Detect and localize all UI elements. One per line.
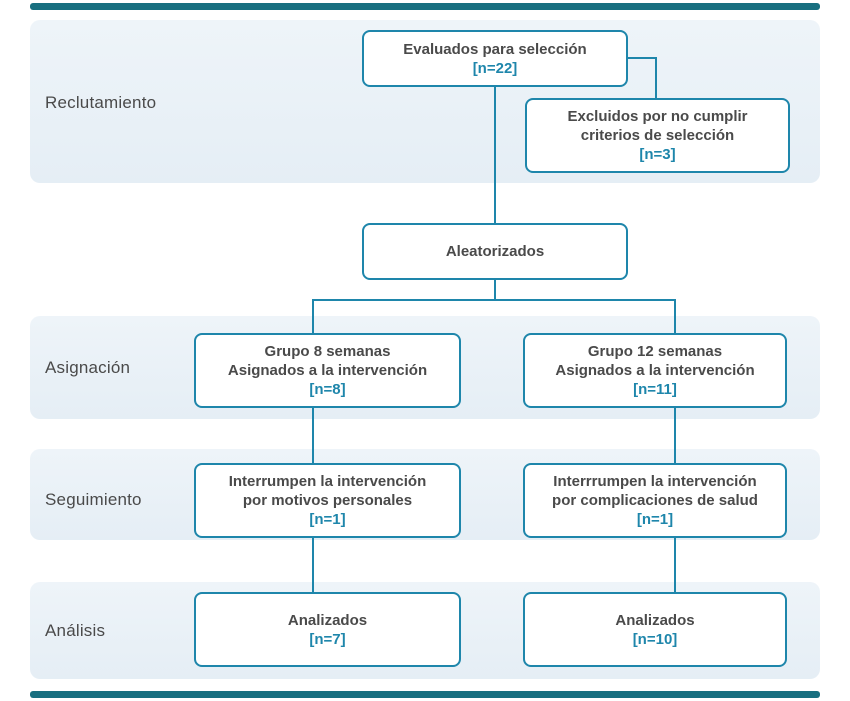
box-grupo12-text-1: Grupo 12 semanas [587, 343, 723, 360]
box-seg8-n: [n=1] [309, 511, 346, 528]
box-excluidos-text-2: criterios de selección [580, 127, 735, 144]
connector-seguimiento-to-analizados-right [674, 538, 676, 592]
box-excluidos [525, 98, 790, 173]
box-seg12-text-1: Interrrumpen la intervención [553, 473, 757, 490]
stage-label-asignacion: Asignación [45, 358, 131, 377]
box-grupo8-text-1: Grupo 8 semanas [264, 343, 391, 360]
stage-label-reclutamiento: Reclutamiento [45, 93, 157, 112]
box-seguimiento-grupo8 [194, 463, 461, 538]
box-grupo12-n: [n=11] [633, 381, 677, 398]
connector-evaluados-to-excluidos-vertical [655, 57, 657, 98]
box-excluidos-text-1: Excluidos por no cumplir [567, 108, 748, 125]
connector-split-to-grupo8 [312, 300, 314, 334]
connector-evaluados-to-aleatorizados [494, 87, 496, 223]
box-grupo8-n: [n=8] [309, 381, 346, 398]
box-ana12-n: [n=10] [632, 630, 678, 648]
box-seg8-text-2: por motivos personales [242, 492, 413, 509]
connector-split-to-grupo12 [674, 300, 676, 334]
box-excluidos-n: [n=3] [639, 146, 676, 163]
top-accent-bar [30, 3, 820, 10]
stage-label-analisis: Análisis [45, 621, 106, 640]
box-grupo8-text-2: Asignados a la intervención [227, 362, 428, 379]
bottom-accent-bar [30, 691, 820, 698]
box-ana12-text: Analizados [615, 611, 695, 629]
box-grupo-12-semanas [523, 333, 787, 408]
stage-label-seguimiento: Seguimiento [45, 490, 142, 509]
box-aleatorizados [362, 223, 628, 280]
box-ana8-text: Analizados [287, 611, 368, 629]
box-aleatorizados-text: Aleatorizados [445, 243, 545, 260]
box-seg12-text-2: por complicaciones de salud [552, 492, 758, 509]
connector-grupo8-to-seguimiento [312, 408, 314, 463]
box-ana8-n: [n=7] [309, 630, 346, 648]
box-evaluados-text: Evaluados para selección [403, 40, 587, 58]
connector-aleatorizados-down [494, 280, 496, 300]
box-grupo-8-semanas [194, 333, 461, 408]
connector-split-horizontal [312, 299, 676, 301]
box-seg12-n: [n=1] [636, 511, 674, 528]
box-analizados-grupo12 [523, 592, 787, 667]
connector-grupo12-to-seguimiento [674, 408, 676, 463]
box-grupo12-text-2: Asignados a la intervención [555, 362, 755, 379]
box-evaluados-n: [n=22] [472, 59, 518, 77]
connector-seguimiento-to-analizados-left [312, 538, 314, 592]
box-analizados-grupo8 [194, 592, 461, 667]
box-seguimiento-grupo12 [523, 463, 787, 538]
box-seg8-text-1: Interrumpen la intervención [228, 473, 427, 490]
connector-evaluados-to-excluidos-horizontal [628, 57, 657, 59]
box-evaluados [362, 30, 628, 87]
